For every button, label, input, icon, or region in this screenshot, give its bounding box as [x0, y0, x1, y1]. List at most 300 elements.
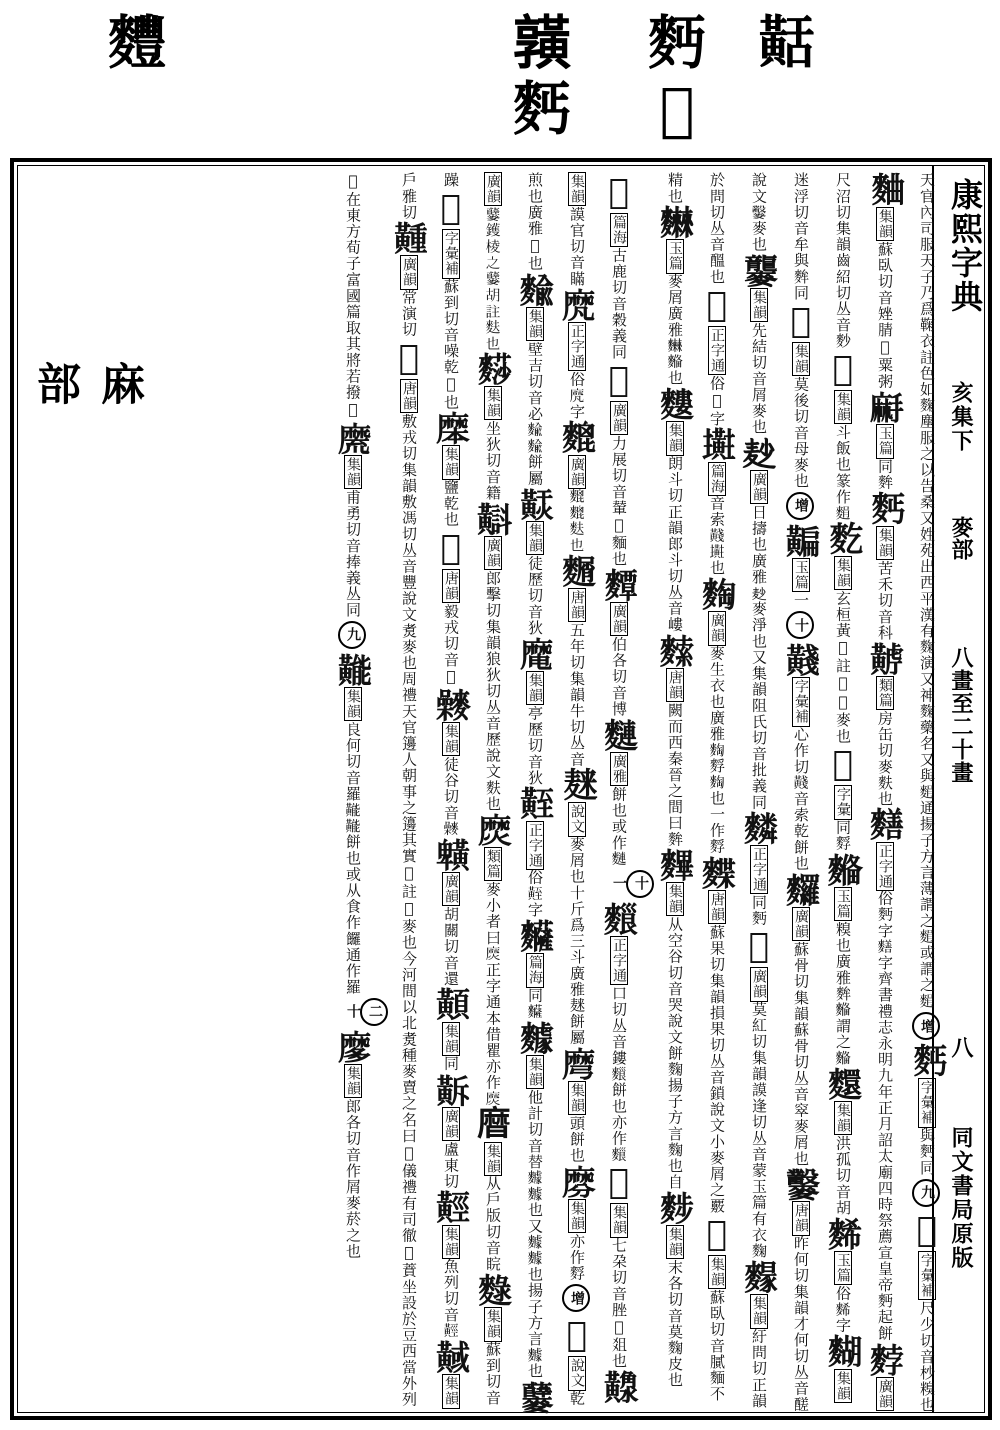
- definition-text: 洪孤切音胡: [834, 1135, 852, 1216]
- definition-text: 與麪同: [918, 1127, 936, 1176]
- headword: 麧: [823, 521, 863, 557]
- definition-text: 頭餅也: [568, 1115, 586, 1164]
- definition-text: 末各切音莫麴皮也: [666, 1259, 684, 1388]
- definition-text: 蘇到切音躁: [442, 172, 502, 1407]
- definition-text: 坐狄切音籍: [484, 420, 502, 501]
- source-citation: 類篇: [485, 848, 501, 880]
- dictionary-entry: [515, 485, 555, 636]
- definition-text: 俗麪字𪍶字齊書禮志永明九年正月詔太廟四時祭薦宣皇帝麪起餅: [876, 890, 894, 1342]
- dictionary-entry: [599, 716, 639, 867]
- headword: 𪍻: [431, 686, 471, 722]
- dictionary-entry: [557, 767, 597, 1046]
- dictionary-body: [68, 172, 948, 1418]
- source-citation: 廣韻: [485, 174, 501, 205]
- headword: 𪎣: [333, 419, 373, 455]
- source-citation: 集韻: [527, 1056, 543, 1088]
- headword: 𪎁: [739, 252, 779, 288]
- definition-text: 天官內司服天子乃爲鞠衣註色如麴塵服之以告桑又姓苑出西平漢有麴演又神麴藥名又與𪌭通揚子方言薄謂之𪌭或謂之𪌭: [918, 172, 936, 1010]
- source-citation: 正字通: [709, 327, 725, 374]
- headword: 𪍴: [739, 809, 779, 845]
- source-citation: 廣雅: [611, 754, 627, 785]
- headword: 𪏒: [431, 836, 471, 872]
- dictionary-entry: [739, 252, 779, 435]
- definition-text: 房缶切麥麩也: [876, 709, 894, 807]
- source-citation: 集韻: [835, 558, 851, 589]
- source-citation: 篇海: [709, 463, 725, 494]
- dictionary-entry: [599, 567, 639, 717]
- dictionary-entry: [823, 1215, 863, 1334]
- headword: 𪏔: [431, 986, 471, 1022]
- definition-text: 伯各切音博: [610, 636, 628, 717]
- headword: 𪎐: [599, 360, 639, 402]
- headword: 𪎚: [865, 389, 905, 425]
- dictionary-entry: [431, 986, 471, 1072]
- definition-text: 良何切音羅𪏛𪏛餅也或从食作饠通作羅: [344, 720, 362, 995]
- seal-glyph: 麫: [512, 75, 567, 143]
- definition-text: 朗斗切正韻郎斗切丛音嶁: [666, 455, 684, 633]
- headword: 𪎺: [431, 1071, 471, 1107]
- source-citation: 廣韻: [709, 613, 725, 644]
- source-citation: 集韻: [527, 308, 543, 339]
- headword: 𪎅: [515, 918, 555, 954]
- headword: 𪍬: [473, 351, 513, 387]
- dictionary-entry: [333, 419, 373, 618]
- headword: 𪍵: [599, 567, 639, 603]
- headword: 𪎙: [431, 188, 471, 230]
- definition-text: 麥屑也十斤爲三斗廣雅𪎌餅屬: [568, 836, 586, 1046]
- source-citation: 唐韻: [709, 891, 725, 923]
- definition-text: 同麰: [876, 458, 894, 491]
- stroke-count-marker: 增: [562, 1284, 590, 1312]
- definition-text: 从空谷切音哭說文餅麴揚子方言麴也自: [666, 916, 684, 1190]
- headword: 𪏛: [333, 651, 373, 687]
- radical-label: 麥部: [948, 516, 974, 560]
- definition-text: 俗𪌹字: [834, 1285, 852, 1334]
- definition-text: 玄桓黃𪎷註𪏆𪎷麥也: [834, 590, 852, 745]
- dictionary-entry: [557, 286, 597, 420]
- headword: 𪌷: [655, 1189, 695, 1225]
- source-citation: 集韻: [443, 1023, 459, 1054]
- dictionary-entry: [655, 632, 695, 847]
- source-citation: 正字通: [611, 937, 627, 984]
- definition-text: 闕而西秦晉之間曰麰: [666, 701, 684, 847]
- definition-text: 口切丛音鏤𪍔餅也亦作𪍔: [610, 985, 628, 1163]
- definition-text: 同: [442, 1055, 460, 1072]
- source-citation: 字彙補: [919, 1080, 935, 1126]
- source-citation: 集韻: [569, 1083, 585, 1114]
- definition-text: 同𪎅: [526, 987, 544, 1020]
- dictionary-entry: [781, 871, 821, 1167]
- dictionary-entry: [431, 527, 471, 687]
- headword: 𪍭: [739, 1259, 779, 1295]
- dictionary-entry: [431, 1189, 471, 1340]
- source-citation: 集韻: [667, 1226, 683, 1258]
- definition-text: 麥屑廣雅𪎂𪍞也: [666, 273, 684, 387]
- stroke-range-label: 八畫至二十畫: [948, 646, 974, 784]
- headword: 𪍦: [599, 716, 639, 753]
- volume-label: 亥集下: [948, 381, 974, 453]
- definition-text: 常演切: [400, 289, 418, 338]
- headword: 麫: [907, 1043, 947, 1079]
- seal-glyph: 𪎾: [757, 9, 812, 77]
- source-citation: 集韻: [751, 1296, 767, 1327]
- definition-text: 蘇果切集韻損果切丛音鎖說文小麥屑之覈: [708, 924, 726, 1214]
- stroke-count-marker: 十一: [626, 870, 654, 898]
- dictionary-entry: [515, 918, 555, 1020]
- source-citation: 廣韻: [877, 1378, 893, 1410]
- book-title: 康熙字典: [946, 178, 984, 314]
- definition-text: 郎擊切集韻狼狄切丛音歷說文麩也: [484, 570, 502, 812]
- definition-text: 徒歷切音狄: [526, 555, 544, 636]
- headword: 𪎌: [557, 767, 597, 803]
- seal-glyph-group: [745, 10, 825, 76]
- headword: 𪎝: [431, 410, 471, 446]
- source-citation: 玉篇: [835, 1252, 851, 1284]
- definition-text: 五年切集韻牛切丛音: [568, 622, 586, 768]
- dictionary-entry: [431, 686, 471, 837]
- source-citation: 類篇: [877, 677, 893, 708]
- seal-glyph-group: [500, 10, 580, 142]
- headword: 𪏇: [431, 1339, 471, 1375]
- dictionary-entry: [431, 836, 471, 987]
- dictionary-entry: [739, 926, 779, 1260]
- dictionary-entry: [557, 1163, 597, 1282]
- source-citation: 玉篇: [877, 426, 893, 457]
- source-citation: 廣韻: [401, 257, 417, 288]
- source-citation: 正字通: [569, 323, 585, 370]
- headword: 𪎈: [823, 744, 863, 786]
- source-citation: 篇海: [611, 215, 627, 246]
- headword: 𪍊: [697, 284, 737, 326]
- definition-text: 从戶版切音睆: [484, 1175, 502, 1273]
- definition-text: 俗𪏀字: [526, 869, 544, 919]
- headword: 𪎔: [557, 1046, 597, 1082]
- definition-text: 尺沼切集韻齒紹切丛音麨: [834, 172, 852, 350]
- headword: 𪍕: [697, 1214, 737, 1256]
- headword: 𪍛: [557, 553, 597, 589]
- headword: 𪎒: [557, 286, 597, 322]
- headword: 𪍙: [739, 926, 779, 968]
- definition-text: 俗𪎒字: [568, 371, 586, 420]
- dictionary-entry: [865, 640, 905, 807]
- source-citation: 集韻: [667, 423, 683, 454]
- source-citation: 正字通: [527, 822, 543, 868]
- headword: 𪍒: [823, 1333, 863, 1369]
- dictionary-entry: [515, 785, 555, 919]
- seal-glyph: 𪎷: [659, 75, 691, 143]
- headword: 𪎂: [655, 204, 695, 240]
- dictionary-entry: [907, 1176, 947, 1414]
- headword: 𪍍: [515, 271, 555, 307]
- source-citation: 廣韻: [793, 908, 809, 939]
- headword: 𪎃: [515, 1378, 555, 1414]
- dictionary-entry: [739, 434, 779, 810]
- definition-text: 亭歷切音狄: [526, 704, 544, 786]
- dictionary-entry: [823, 851, 863, 1066]
- definition-text: 徒谷切音𪍻: [442, 756, 460, 837]
- dictionary-entry: [557, 1046, 597, 1164]
- headword: 𪍟: [655, 632, 695, 668]
- source-citation: 集韻: [667, 883, 683, 915]
- source-citation: 廣韻: [751, 471, 767, 502]
- dictionary-entry: [473, 500, 513, 812]
- headword: 𪍜: [557, 419, 597, 455]
- headword: 𪍺: [823, 1065, 863, 1102]
- headword: 𪎟: [389, 337, 429, 380]
- definition-text: 乾煎也廣雅𪍯也: [526, 172, 586, 1407]
- headword: 𪍔: [599, 900, 639, 936]
- dictionary-entry: [823, 1065, 863, 1216]
- dictionary-entry: [697, 284, 737, 427]
- source-citation: 集韻: [877, 527, 893, 559]
- dictionary-entry: [333, 618, 373, 995]
- source-citation: 集韻: [835, 392, 851, 423]
- dictionary-entry: [599, 172, 639, 361]
- headword: 𪌼: [697, 576, 737, 612]
- source-citation: 集韻: [443, 723, 459, 755]
- headword: 𪍸: [515, 1019, 555, 1055]
- definition-text: 𪎃鑊棱之𪎃胡註麩也: [484, 206, 502, 352]
- dictionary-entry: [599, 867, 649, 1163]
- definition-text: 尺少切音杪糗也: [918, 1300, 936, 1414]
- headword: 𪏊: [781, 642, 821, 678]
- headword: 麯: [865, 172, 905, 208]
- headword: 𪏃: [599, 1162, 639, 1204]
- definition-text: 一: [792, 592, 810, 609]
- definition-text: 苦禾切音科: [876, 560, 894, 641]
- source-citation: 廣韻: [751, 969, 767, 1000]
- source-citation: 唐韻: [793, 1203, 809, 1234]
- source-citation: 集韻: [709, 1257, 725, 1288]
- stroke-count-marker: 增: [786, 492, 814, 520]
- source-citation: 集韻: [793, 343, 809, 375]
- source-citation: 唐韻: [443, 571, 459, 602]
- headword: 𪏡: [473, 500, 513, 537]
- source-citation: 說文: [569, 1358, 585, 1389]
- headword: 𪏠: [599, 1369, 639, 1405]
- dictionary-entry: [599, 360, 639, 568]
- dictionary-entry: [865, 389, 905, 491]
- definition-text: 七朶切音脞𪏃爼也: [610, 1237, 628, 1370]
- dictionary-entry: [557, 553, 597, 768]
- publisher-label: 同文書局原版: [948, 1126, 974, 1270]
- definition-text: 紆問切正韻於問切丛音醞也: [708, 172, 768, 1410]
- definition-text: 力展切音輦𪎐麵也: [610, 435, 628, 568]
- source-citation: 說文: [569, 804, 585, 835]
- headword: 𪏅: [431, 1189, 471, 1225]
- headword: 𪎊: [739, 434, 779, 470]
- source-citation: 集韻: [345, 456, 361, 487]
- definition-text: 同䴸: [834, 819, 852, 852]
- source-citation: 唐韻: [401, 381, 417, 412]
- definition-text: 日擣也廣雅𪎊麥淨也又集韻阻氏切音批義同: [750, 503, 768, 810]
- dictionary-entry: [655, 204, 695, 387]
- source-citation: 唐韻: [569, 590, 585, 621]
- dictionary-entry: [389, 220, 429, 338]
- dictionary-entry: [697, 576, 737, 855]
- definition-text: 壁吉切音必𪍍𪍍餅屬: [526, 340, 544, 486]
- source-citation: 廣韻: [485, 538, 501, 569]
- definition-text: 莫後切音母麥也: [792, 376, 810, 489]
- seal-glyph: 麷: [107, 9, 162, 77]
- headword: 𪎇: [781, 1166, 821, 1202]
- definition-text: 郎各切音作屑麥菸之也: [344, 1097, 362, 1259]
- source-citation: 集韻: [443, 1376, 459, 1407]
- definition-text: 盧東切: [442, 1141, 460, 1190]
- page-frame-inner: [17, 165, 985, 1413]
- seal-glyph-group: [635, 10, 715, 142]
- dictionary-entry: [655, 386, 695, 633]
- dictionary-entry: [431, 410, 471, 528]
- definition-text: 謨官切音瞞: [568, 206, 586, 287]
- headword: 𪍐: [697, 854, 737, 890]
- definition-text: 麥小者曰𪎖正字通本借瞿亦作𪎖: [484, 881, 502, 1107]
- dictionary-entry: [473, 1106, 513, 1273]
- source-citation: 廣韻: [443, 873, 459, 904]
- dictionary-entry: [697, 854, 737, 1214]
- dictionary-entry: [739, 809, 779, 927]
- dictionary-entry: [781, 608, 821, 872]
- headword: 𪎷: [823, 349, 863, 391]
- page-frame: [10, 158, 992, 1420]
- source-citation: 廣韻: [569, 456, 585, 487]
- dictionary-entry: [333, 995, 383, 1259]
- stroke-count-marker: 九: [912, 1179, 940, 1207]
- definition-text: 迷浮切音牟與麰同: [792, 172, 810, 301]
- headword: 𪎕: [557, 1163, 597, 1199]
- headword: 𪎗: [473, 1106, 513, 1142]
- definition-text: 敷戎切集韻敷馮切丛音豐說文煑麥也周禮天官籩人朝事之籩其實𪎟註𪎟麥也今河間以北煑種麥賣之名曰𪎟儀禮有司徹𪎟蕡坐設於豆西當外列𪎟在東方荀子富國篇取其將若撥𪎟: [344, 172, 418, 1408]
- source-citation: 集韻: [877, 209, 893, 240]
- dictionary-entry: [599, 1162, 639, 1370]
- headword: 𪎏: [599, 172, 639, 214]
- dictionary-entry: [865, 172, 905, 390]
- headword: 𪍯: [557, 1315, 597, 1357]
- dictionary-entry: [515, 1019, 555, 1379]
- source-citation: 集韻: [569, 1200, 585, 1231]
- source-citation: 玉篇: [793, 559, 809, 591]
- seal-glyph-group: [95, 10, 175, 76]
- definition-text: 俗𪍊字: [708, 375, 726, 427]
- definition-text: 麥生衣也廣雅𪌼䴸𪌼也一作䴸: [708, 645, 726, 855]
- definition-text: 蘇到切音噪乾𪎙也: [442, 278, 460, 411]
- definition-text: 莫紅切集韻謨逢切丛音蒙玉篇有衣麴: [750, 1001, 768, 1260]
- headword: 𪎜: [515, 635, 555, 671]
- dictionary-entry: [515, 635, 555, 786]
- headword: 𪏏: [865, 640, 905, 676]
- dictionary-entry: [823, 521, 863, 745]
- page-number: 八: [948, 1036, 974, 1058]
- dictionary-entry: [697, 426, 737, 577]
- headword: 𪎖: [473, 811, 513, 847]
- headword: 𪌰: [865, 1341, 905, 1377]
- dictionary-entry: [907, 1009, 947, 1176]
- definition-text: 鹽乾也: [442, 479, 460, 528]
- definition-text: 戶雅切: [400, 172, 418, 221]
- headword: 𪏂: [515, 485, 555, 521]
- source-citation: 字彙補: [793, 679, 809, 725]
- headword: 𪍣: [655, 386, 695, 422]
- source-citation: 集韻: [485, 1143, 501, 1174]
- source-citation: 集韻: [527, 522, 543, 554]
- dictionary-entry: [473, 811, 513, 1107]
- source-citation: 玉篇: [835, 888, 851, 920]
- headword: 𪏄: [431, 527, 471, 570]
- dictionary-entry: [823, 744, 863, 852]
- source-citation: 集韻: [485, 388, 501, 419]
- dictionary-entry: [865, 490, 905, 641]
- definition-text: 𪍜𪍜麩也: [568, 488, 586, 554]
- source-citation: 集韻: [345, 1065, 361, 1096]
- seal-glyph: 𪏆: [512, 9, 567, 77]
- dictionary-entry: [515, 271, 555, 486]
- headword: 𪎆: [781, 871, 821, 907]
- stroke-count-marker: 增: [912, 1012, 940, 1040]
- definition-text: 斗飯也篆作𪌭: [834, 424, 852, 522]
- headword: 𪍄: [473, 1272, 513, 1308]
- dictionary-entry: [865, 806, 905, 1342]
- headword: 𪌹: [823, 1215, 863, 1251]
- stroke-count-marker: 九: [338, 621, 366, 649]
- stroke-count-marker: 二十: [360, 998, 388, 1026]
- headword: 𪎠: [333, 1028, 373, 1064]
- definition-text: 毅戎切音𪏄: [442, 603, 460, 687]
- dictionary-entry: [781, 300, 821, 489]
- source-citation: 集韻: [443, 447, 459, 478]
- definition-text: 糗也廣雅麰𪍞謂之𪍞: [834, 921, 852, 1066]
- source-citation: 篇海: [527, 955, 543, 986]
- definition-text: 魚列切音𪏅: [442, 1258, 460, 1340]
- dictionary-entry: [431, 1071, 471, 1190]
- source-citation: 集韻: [443, 1226, 459, 1257]
- dictionary-entry: [557, 419, 597, 554]
- source-citation: 字彙補: [443, 231, 459, 277]
- definition-text: 胡關切音還: [442, 905, 460, 987]
- source-citation: 集韻: [611, 1205, 627, 1236]
- dictionary-entry: [918, 172, 936, 1009]
- source-citation: 集韻: [485, 1309, 501, 1340]
- dictionary-entry: [823, 349, 863, 522]
- source-citation: 集韻: [345, 688, 361, 719]
- dictionary-entry: [655, 1189, 695, 1388]
- headword: 𪍶: [865, 806, 905, 842]
- definition-text: 同麪: [750, 894, 768, 927]
- source-citation: 集韻: [527, 672, 543, 703]
- headword: 𪎉: [781, 300, 821, 342]
- dictionary-entry: [781, 489, 821, 609]
- seal-script-header: [0, 0, 1000, 160]
- definition-text: 先結切音屑麥也: [750, 321, 768, 435]
- source-citation: 正字通: [751, 846, 767, 893]
- definition-text: 他計切音替𪍸𪍸也又𪍸𪍸也揚子方言𪍸也: [526, 1089, 544, 1379]
- headword: 𪍪: [655, 846, 695, 882]
- source-citation: 集韻: [751, 289, 767, 320]
- source-citation: 廣韻: [611, 403, 627, 434]
- definition-text: 亦作䴸: [568, 1232, 586, 1282]
- source-citation: 字彙: [835, 787, 851, 818]
- source-citation: 集韻: [835, 1103, 851, 1134]
- definition-text: 古鹿切音穀義同: [610, 247, 628, 361]
- source-citation: 集韻: [835, 1370, 851, 1401]
- definition-text: 蘇臥切音膩麵不精也: [666, 172, 726, 1403]
- headword: 𪏗: [781, 522, 821, 558]
- definition-text: 音索𪏊𪏜也: [708, 495, 726, 577]
- section-label: 麻部: [29, 361, 144, 411]
- headword: 𪍞: [823, 851, 863, 887]
- headword: 𪍷: [907, 1209, 947, 1252]
- definition-text: 甫勇切音捧義丛同: [344, 488, 362, 618]
- source-citation: 集韻: [569, 174, 585, 205]
